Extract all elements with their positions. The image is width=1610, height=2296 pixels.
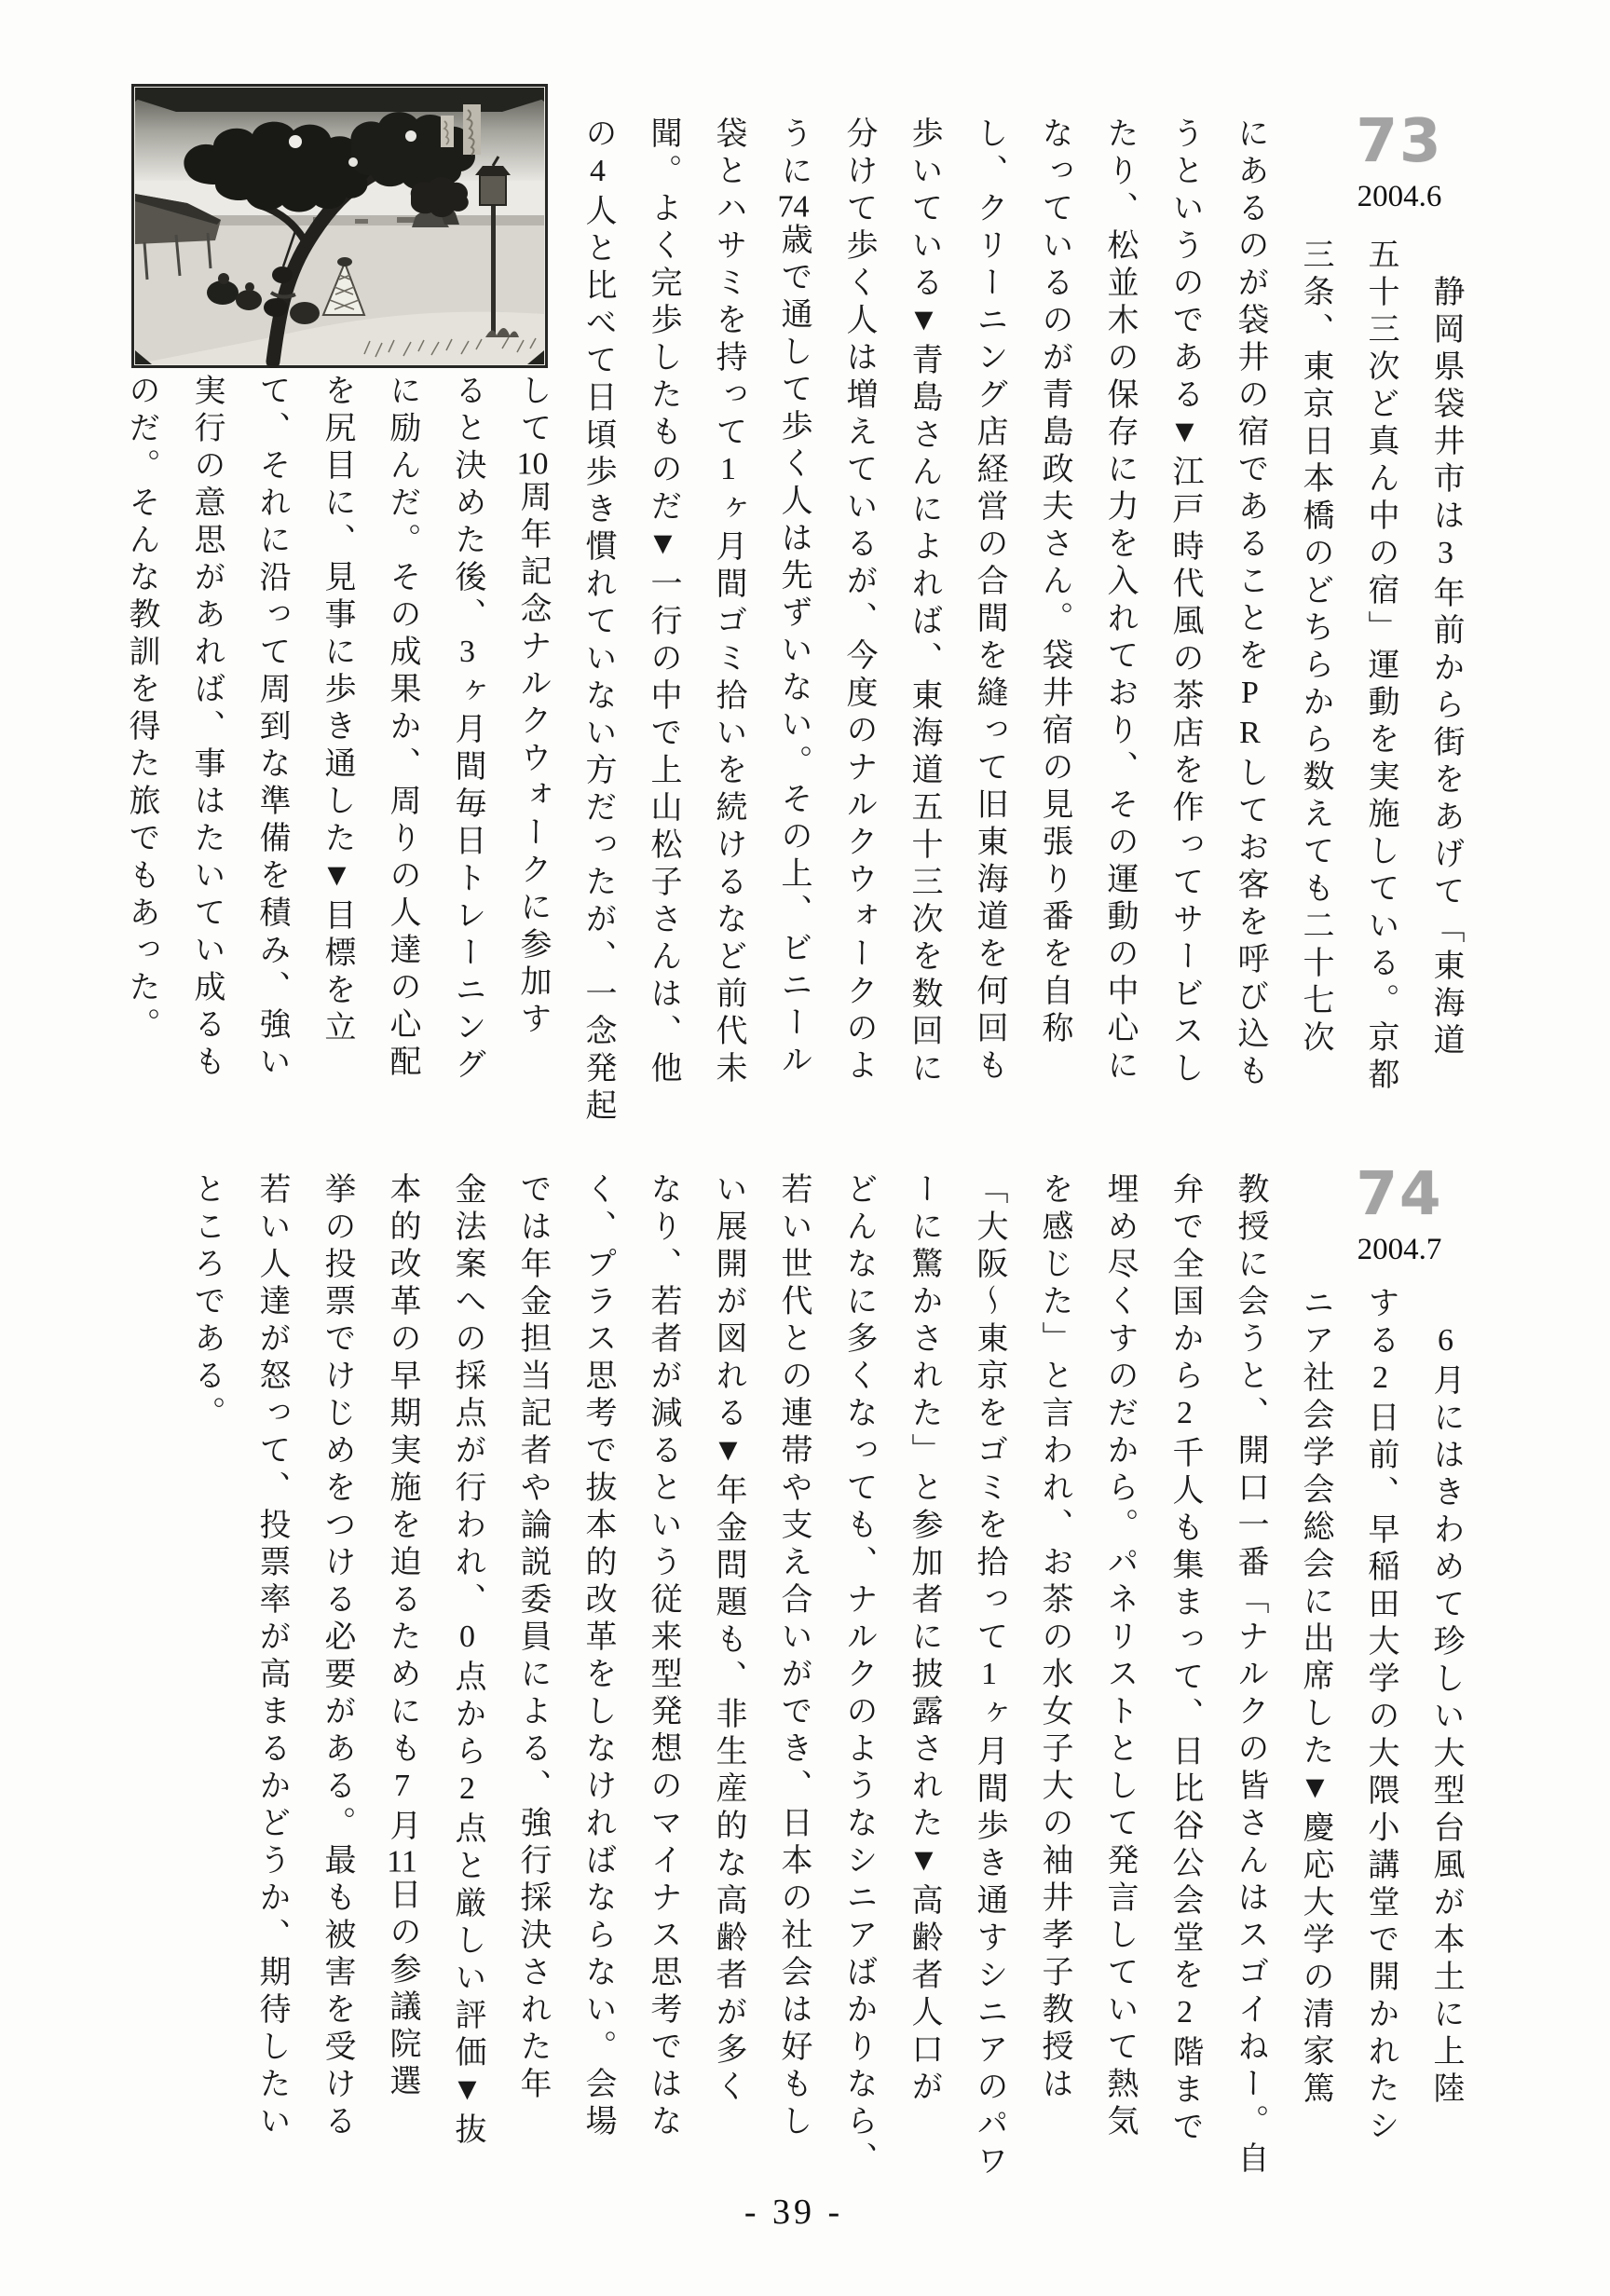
- text-column: 弁で全国から2千人も集まって、日比谷公会堂を2階まで: [1167, 1172, 1202, 2147]
- text-column: 五十三次ど真ん中の宿」運動を実施している。京都: [1363, 238, 1398, 1095]
- text-column: に励んだ。その成果か、周りの人達の心配: [385, 374, 419, 1082]
- text-column: し、クリーニング店経営の合間を縫って旧東海道を何回も: [972, 116, 1006, 1086]
- text-column: なり、若者が減るという従来型発想のマイナス思考ではな: [646, 1172, 680, 2141]
- text-column: うに74歳で通して歩く人は先ずいない。その上、ビニール: [776, 116, 811, 1080]
- text-column: 教授に会うと、開口一番「ナルクの皆さんはスゴイねー。自: [1233, 1172, 1267, 2179]
- text-column: ところである。: [189, 1172, 224, 1433]
- text-column: して10周年記念ナルクウォークに参加す: [515, 374, 550, 1039]
- text-column: では年金担当記者や論説委員による、強行採決された年: [515, 1172, 550, 2104]
- text-column: 若い人達が怒って、投票率が高まるかどうか、期待したい: [254, 1172, 289, 2141]
- text-column: を感じた」と言われ、お茶の水女子大の袖井孝子教授は: [1037, 1172, 1071, 2104]
- text-column: 挙の投票でけじめをつける必要がある。最も被害を受ける: [320, 1172, 354, 2141]
- text-column: を尻目に、見事に歩き通した▼目標を立: [320, 374, 354, 1047]
- text-column: 「大阪〜東京をゴミを拾って1ヶ月間歩き通すシニアのパワ: [972, 1172, 1006, 2181]
- text-column: 本的改革の早期実施を迫るためにも7月11日の参議院選: [385, 1172, 419, 2101]
- text-column: く、プラス思考で抜本的改革をしなければならない。会場: [580, 1172, 615, 2141]
- essay-date: 2004.7: [1357, 1232, 1442, 1266]
- text-column: 袋とハサミを持って1ヶ月間ゴミ拾いを続けるなど前代未: [711, 116, 745, 1088]
- text-column: うというのである▼江戸時代風の茶店を作ってサービスし: [1167, 116, 1202, 1088]
- text-column: 静岡県袋井市は3年前から街をあげて「東海道: [1428, 238, 1463, 1060]
- text-column: のだ。そんな教訓を得た旅でもあった。: [124, 374, 158, 1045]
- essay-date: 2004.6: [1357, 179, 1442, 213]
- text-column: 若い世代との連帯や支え合いができ、日本の社会は好もし: [776, 1172, 811, 2141]
- text-column: 実行の意思があれば、事はたいてい成るも: [189, 374, 224, 1082]
- text-column: 聞。よく完歩したものだ▼一行の中で上山松子さんは、他: [646, 116, 680, 1088]
- essay-number: 73: [1356, 107, 1443, 176]
- text-column: にあるのが袋井の宿であることをPRしてお客を呼び込も: [1233, 116, 1267, 1091]
- text-column: 分けて歩く人は増えているが、今度のナルクウォークのよ: [841, 116, 876, 1086]
- text-column: て、それに沿って周到な準備を積み、強い: [254, 374, 289, 1082]
- text-column: ると決めた後、3ヶ月間毎日トレーニング: [450, 374, 484, 1085]
- text-column: どんなに多くなっても、ナルクのようなシニアばかりなら、: [841, 1172, 876, 2179]
- text-column: ーに驚かされた」と参加者に披露された▼高齢者人口が: [907, 1172, 941, 2107]
- essay-73-body: [108, 107, 1478, 1141]
- page-number: - 39 -: [744, 2193, 844, 2232]
- text-column: 三条、東京日本橋のどちらから数えても二十七次: [1298, 238, 1332, 1058]
- text-column: 歩いている▼青島さんによれば、東海道五十三次を数回に: [907, 116, 941, 1088]
- text-column: する2日前、早稲田大学の大隈小講堂で開かれたシ: [1363, 1286, 1398, 2146]
- essay-74-body: [173, 1172, 1478, 2197]
- text-column: ニア社会学会総会に出席した▼慶応大学の清家篤: [1298, 1286, 1332, 2109]
- essay-number: 74: [1356, 1160, 1443, 1229]
- text-column: 埋め尽くすのだから。パネリストとして発言していて熱気: [1102, 1172, 1137, 2141]
- text-column: の4人と比べて日頃歩き慣れていない方だったが、一念発起: [580, 116, 615, 1126]
- text-column: なっているのが青島政夫さん。袋井宿の見張り番を自称: [1037, 116, 1071, 1048]
- text-column: い展開が図れる▼年金問題も、非生産的な高齢者が多く: [711, 1172, 745, 2107]
- text-column: 金法案への採点が行われ、0点から2点と厳しい評価▼抜: [450, 1172, 484, 2150]
- text-column: 6月にはきわめて珍しい大型台風が本土に上陸: [1428, 1323, 1463, 2109]
- text-column: たり、松並木の保存に力を入れており、その運動の中心に: [1102, 116, 1137, 1086]
